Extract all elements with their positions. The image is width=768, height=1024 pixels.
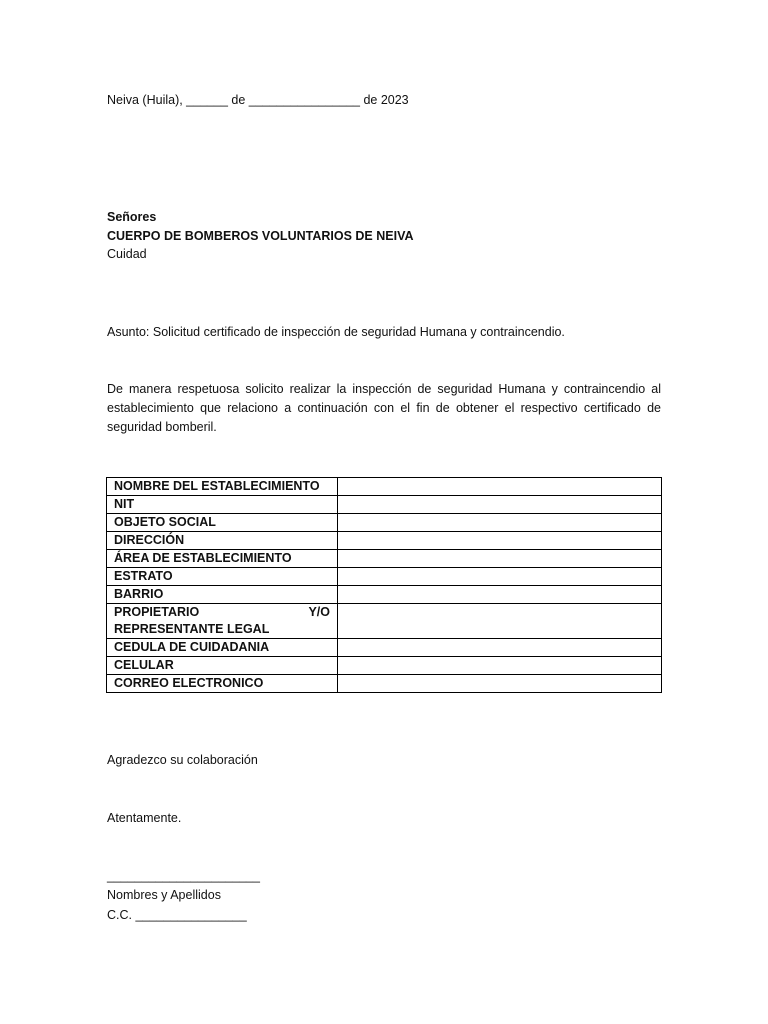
row-label: CEDULA DE CUIDADANIA — [107, 639, 338, 657]
row-label: NOMBRE DEL ESTABLECIMIENTO — [107, 478, 338, 496]
table-row — [107, 550, 662, 568]
table-row — [107, 568, 662, 586]
row-label: ÁREA DE ESTABLECIMIENTO — [107, 550, 338, 568]
row-value[interactable] — [338, 532, 662, 550]
table-row — [107, 639, 662, 657]
table-row — [107, 532, 662, 550]
row-value[interactable] — [338, 568, 662, 586]
establishment-form-table — [106, 477, 662, 693]
body-paragraph: De manera respetuosa solicito realizar la inspección de seguridad Humana y contraincendio al establecimiento que relaciono a continuación con el fin de obtener el respectivo certificado de seguridad bomberil. — [107, 382, 661, 434]
row-value[interactable] — [338, 586, 662, 604]
regards-line: Atentamente. — [107, 811, 182, 825]
date-line: Neiva (Huila), ______ de ________________ de 2023 — [107, 93, 409, 107]
row-label: PROPIETARIO Y/O REPRESENTANTE LEGAL — [107, 604, 338, 639]
table-row — [107, 514, 662, 532]
subject-line: Asunto: Solicitud certificado de inspección de seguridad Humana y contraincendio. — [107, 325, 565, 339]
table-row — [107, 657, 662, 675]
row-value[interactable] — [338, 639, 662, 657]
recipient-city: Cuidad — [107, 247, 147, 261]
row-label: CORREO ELECTRONICO — [107, 675, 338, 693]
table-row — [107, 478, 662, 496]
table-row — [107, 586, 662, 604]
table-row — [107, 496, 662, 514]
row-value[interactable] — [338, 478, 662, 496]
row-label: OBJETO SOCIAL — [107, 514, 338, 532]
row-value[interactable] — [338, 496, 662, 514]
row-label: ESTRATO — [107, 568, 338, 586]
recipient-organization: CUERPO DE BOMBEROS VOLUNTARIOS DE NEIVA — [107, 229, 414, 243]
row-value[interactable] — [338, 514, 662, 532]
id-line: C.C. ________________ — [107, 908, 247, 922]
signature-line: ______________________ — [107, 869, 260, 883]
salutation: Señores — [107, 210, 157, 224]
row-value[interactable] — [338, 604, 662, 639]
row-value[interactable] — [338, 550, 662, 568]
name-label: Nombres y Apellidos — [107, 888, 221, 902]
row-value[interactable] — [338, 657, 662, 675]
row-label: NIT — [107, 496, 338, 514]
row-value[interactable] — [338, 675, 662, 693]
thanks-line: Agradezco su colaboración — [107, 753, 258, 767]
row-label: DIRECCIÓN — [107, 532, 338, 550]
table-row — [107, 675, 662, 693]
table-row — [107, 604, 662, 639]
row-label: CELULAR — [107, 657, 338, 675]
row-label: BARRIO — [107, 586, 338, 604]
